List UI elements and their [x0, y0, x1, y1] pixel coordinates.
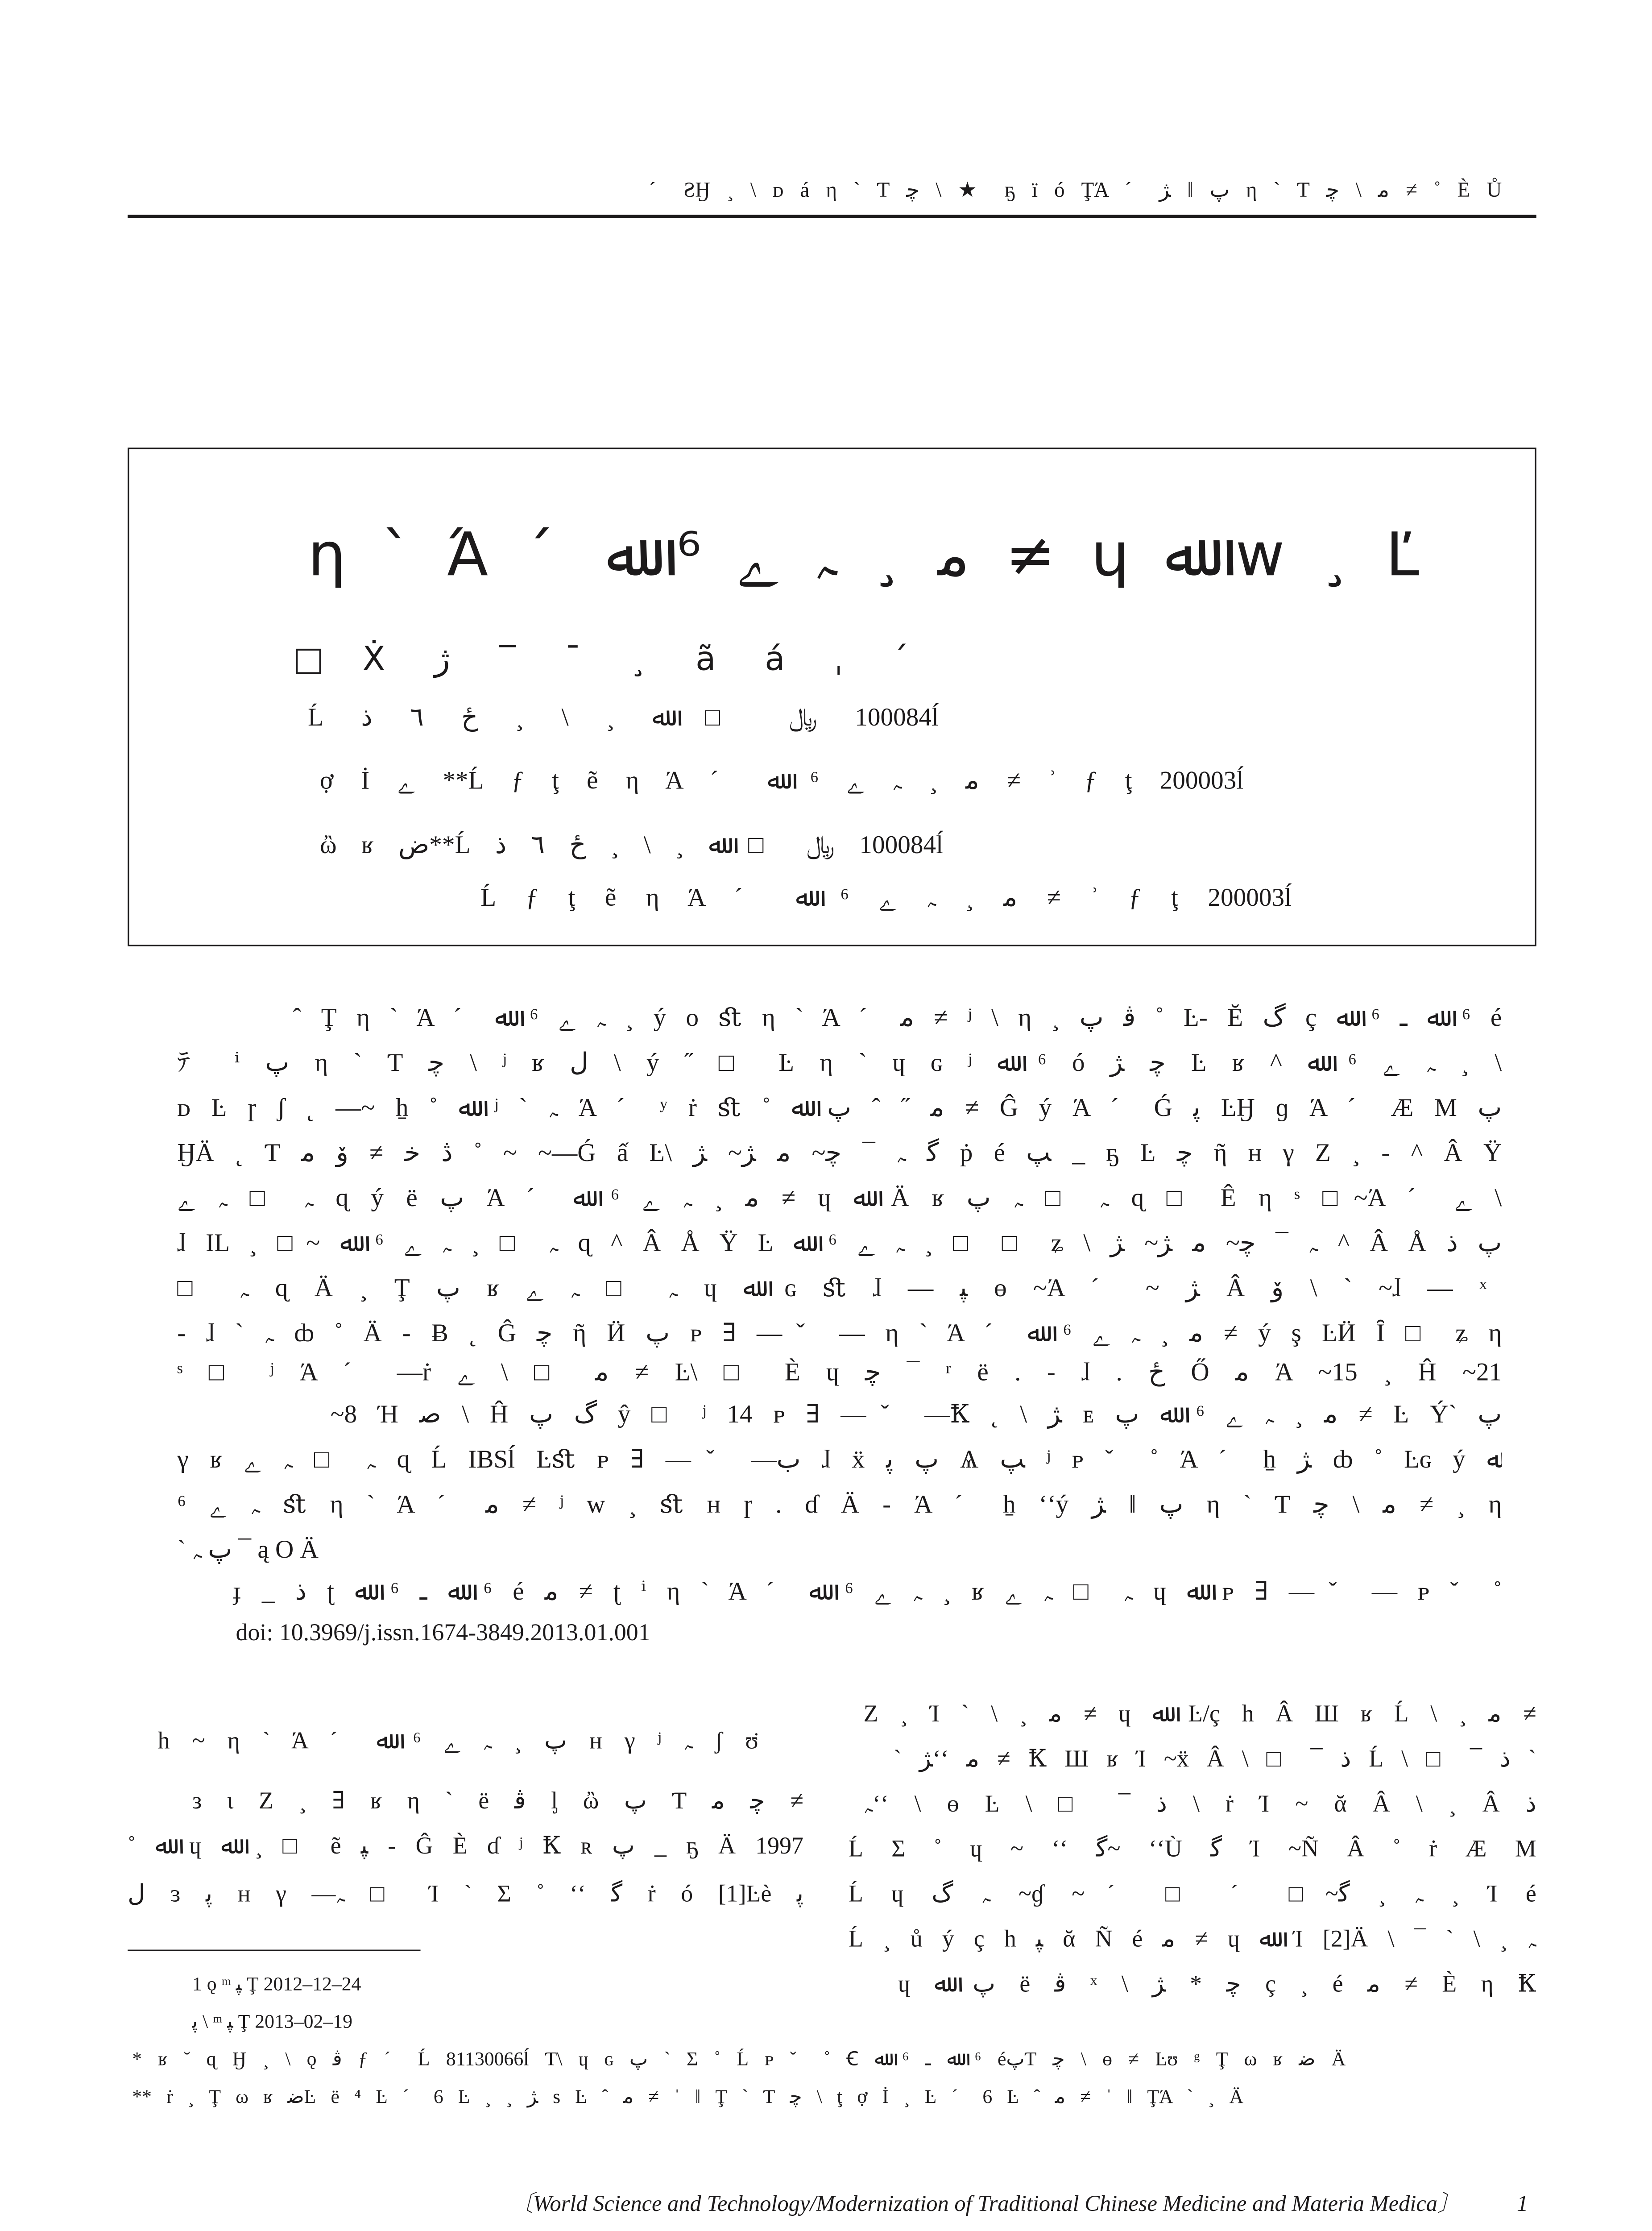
body-line-right: ɥ ﷲ ﭖ ë ﭬ ˣ \ ﮋ * ﭼ ç ¸ é ﻣ ≠ È η Ꝁ	[898, 1972, 1536, 1998]
body-line-left: ل ɜ ﭘ ʜ γ —ﮧ □ Ί ` Σ ˚ ʻʻ ﮔ ṙ ó [1]Ŀè ﭘ	[128, 1882, 803, 1908]
abstract-line: ӇÄ ˛ Ƭ ﻣ ﯙ ≠ ﺧ ﮆ ˚ ~ ~—Ǵ ấ Ŀ\ ﮋ ~ﮋ ﻣ ~ﭼ ¯ ﮧ ﮔ ṗ é ﭗ _ ҕ Ŀ ﭼ ῆ ʜ γ Ζ ¸ - ^ Â Ÿ	[177, 1138, 1502, 1167]
body-line-right: Ĺ ¸ ů ý ç h ﭙ ᾰ Ñ é ﻣ ≠ ɥ ﷲ Ί [2]Ä \ ¯ ` \ ¸ ﮧ	[848, 1927, 1536, 1953]
abstract-line: ⁶ ﮮ ﮧ ﬆ η ` Ά ˊ ﻣ ≠ ʲ w ¸ ﬆ ʜ ɼ . ɗ Ä - Ά ˊ ẖ ʻʻý ﮋ ǁ ﭖ η ` Ƭ ﭼ \ ﻣ ≠ ¸ η	[177, 1490, 1502, 1519]
body-line-right: ` ﮋʻʻ ﻣ ≠ Ꝁ Ш ʁ Ί ~ẍ Â \ □ ¯ ﺫ Ĺ \ □ ¯ ﺫ `	[893, 1747, 1536, 1773]
page-number: 1	[1516, 2193, 1528, 2217]
abstract-line: ˆ Ţ η ` Ά ˊ ﷲ ⁶ ﮮ ﮧ ¸ ý o ﬆ η ` Ά ˊ ﻣ ≠ ʲ \ η ¸ ﭖ ﭬ ˚ Ŀ- Ĕ ﮒ ç ﷲ ⁶ ـ ﷲ ⁶ é	[293, 1003, 1502, 1032]
abstract-line: □ ﮧ ɋ Ä ¸ Ţ ﭖ ʁ ﮮ ﮧ □ ﮧ ɥ ﷲ ɢ ﬆ ɺ — ﭙ ɵ ~Ά ˊ ~ ﮋ Â ﯙ \ ` ~ɺ — ˣ	[177, 1273, 1487, 1302]
body-line-left: ˚ ﷲ ɥ ﷲ ¸ □ ẽ ﭙ - Ĝ È ɗ ʲ Ꝁ ʀ ﭖ _ ҕ Ä 1997	[128, 1834, 803, 1860]
affiliation-line: ὢ ʁ ض**Ĺ ﺫ ٦ ځ ¸ \ ¸ ﷲ □ ﷼ 100084ĺ	[320, 830, 944, 859]
footnote-received-date: 1 ǫ ᵐ ﭙ Ţ 2012–12–24	[192, 1972, 361, 1995]
header-rule	[128, 215, 1536, 217]
abstract-line: ᴅ Ŀ ɼ ʃ ˛ —~ ẖ ˚ ﷲ ʲ ` ﮧ Ά ˊ ʸ ṙ ﬆ ˚ ﷲ ﭖ ˆ ˝ ﻣ ≠ Ĝ ý Ά ˊ Ǵ ﭘ ĿӇ ɡ Ά ˊ Æ M ﭖ	[177, 1093, 1502, 1122]
body-line-right: Ζ ¸ Ί ` \ ¸ ﻣ ≠ ɥ ﷲ Ŀ/ç h Â Ш ʁ Ĺ \ ¸ ﻣ ≠	[863, 1702, 1536, 1728]
affiliation-line: Ĺ ƒ ţ ẽ η Ά ˊ ﷲ ⁶ ﮮ ﮧ ¸ ﻣ ≠ ʾ ƒ ţ 200003ĺ	[480, 883, 1292, 912]
abstract-line: ﮮ ﮧ □ ﮧ ɋ ý ë ﭖ Ά ˊ ﷲ ⁶ ﮮ ﮧ ¸ ﻣ ≠ ɥ ﷲ Ä ʁ ﭖ ﮧ □ ﮧ ɋ □ Ê η ˢ □~Ά ˊ ﮮ \	[177, 1183, 1502, 1212]
abstract-line: - ɺ ` ﮧ ȸ ˚ Ä - Ƀ ˛ Ĝ ﭼ ῆ Ӥ ﭖ ᴘ ∃ —ˇ — η ` Ά ˊ ﷲ ⁶ ﮮ ﮧ ¸ ﻣ ≠ ý ş ĿӤ Ȋ □ ʑ η	[177, 1319, 1502, 1348]
footnote-correspondence: ** ṙ ¸ Ţ ω ʁ ﺿĿ ë ⁴ Ŀ ˊ 6 Ŀ ¸ ¸ ﮋ s Ŀ ˆ ﻣ ≠ ˈ ǁ Ţ ` Ƭ ﭼ \ ţ ợ İ ¸ Ŀ ˊ 6 Ŀ ˆ ﻣ ≠ ˈ ǁ ŢΆ ` ¸ Ä	[132, 2085, 1244, 2107]
author-line: □Ẋ ژ ‾ ¯ ¸ ã á ˌ ´	[293, 641, 909, 679]
abstract-line: ~8 Ή ﺻ \ Ĥ ﭖ ﮒ ŷ □ ʲ 14 ᴘ ∃ —ˇ —Ꝁ ˛ \ ﮋ ᴇ ﭖ ﷲ ⁶ ﮮ ﮧ ¸ ﻣ ≠ Ŀ Ý` ﭖ	[330, 1400, 1502, 1429]
paper-title: η ` Ά ˊ ﷲ ⁶ ﮮ ﮧ ¸ ﻣ ≠ ɥ ﷲ w ¸ Ľ	[308, 521, 1420, 590]
affiliation-line: Ĺ ﺫ ٦ ځ ¸ \ ¸ ﷲ □ ﷼ 100084ĺ	[308, 703, 939, 732]
abstract-line: ` ﮧ ﭖ ¯ ą O Ä	[177, 1535, 319, 1564]
keywords-line: ɟ _ ﺫ ʈ ﷲ ⁶ ـ ﷲ ⁶ é ﻣ ≠ ʈ ⁱ η ` Ά ˊ ﷲ ⁶ ﮮ ﮧ ¸ ʁ ﮮ ﮧ □ ﮧ ɥ ﷲ ᴘ ∃ —ˇ — ᴘ ˇ ˚	[232, 1577, 1502, 1606]
abstract-line: ɺ IL ¸ □~ ﷲ ⁶ ﮮ ﮧ ¸ □ ﮧ ɋ ^ Â Å Ÿ Ŀ ﷲ ⁶ ﮮ ﮧ ¸ □ □ ʑ \ ﮋ ~ﮋ ﻣ ~ﭼ ¯ ﮧ ^ Â Å ﺫ ﭖ	[177, 1228, 1502, 1257]
body-line-left: ᴈ ɩ Ζ ¸ ∃ ʁ η ` ë ﭬ ᶅ ὢ ﭖ Ƭ ﻣ ﭼ ≠	[192, 1789, 803, 1815]
body-line-right: Ĺ Σ ˚ ɥ ~ ʻʻ ﮔ~ ʻʻÙ ﮔ Ί ~Ñ Â ˚ ṙ Æ M	[848, 1837, 1536, 1863]
body-line-right: ﮧʻʻ \ ɵ Ŀ \ □ ¯ ﺫ \ ṙ Ί ~ ᾰ Â \ ¸ Â ﺫ	[863, 1791, 1536, 1818]
abstract-line: γ ʁ ﮮ ﮧ □ ﮧ ɋ Ĺ IBSĺ Ŀﬆ ᴘ ∃ —ˇ —ب ɺ ẍ ﭘ ﭖ Ѧ ﭗ ʲ ᴘ ˇ ˚ Ά ˊ ẖ ﮋ ȸ ˚ Ŀɢ ý ﷲ	[177, 1445, 1502, 1474]
footer-journal-name: 〔World Science and Technology/Modernization of Traditional Chinese Medicine and Materia Medica〕	[510, 2193, 1460, 2217]
doi-line: doi: 10.3969/j.issn.1674-3849.2013.01.001	[236, 1621, 650, 1646]
abstract-line: ˢ □ ʲ Ά ˊ —ṙ ﮮ \ □ ﻣ ≠ Ŀ\ □ È ɥ ﭼ ¯ ʳ ë . - ɺ . ځ Ő ﻣ Ά ~15 ¸ Ĥ ~21	[177, 1358, 1502, 1387]
footnote-revised-date: ﭘ \ ᵐ ﭙ Ţ 2013–02–19	[192, 2010, 353, 2032]
running-header: ˊ ƧӇ ¸ \ ᴅ á η ` Ƭ ﭼ \ ★ ҕ ï ó ŢΆ ˊ ﮋ ǁ ﭖ η ` Ƭ ﭼ \ ﻣ ≠ ˚ È Ů	[649, 180, 1502, 203]
section-heading: h ~ η ` Ά ˊ ﷲ ⁶ ﮮ ﮧ ¸ ﭖ ʜ γ ʲ ﮧ ʃ ʊ̈	[157, 1729, 758, 1754]
footnote-funding: * ʁ ˘ ɋ Ӈ ¸ \ ǫ ﭬ ƒ ˊ Ĺ 81130066ĺ Ƭ\ ɥ ɢ ﭖ ` Σ ˚ Ĺ ᴘ ˇ ˚ Ꞓ ﷲ ⁶ ـ ﷲ ⁶ éﭖƬ ﭼ \ ɵ ≠ Ŀʊ ᵍ Ţ ω ʁ ﺿ Ä	[132, 2047, 1346, 2070]
footnote-divider	[128, 1949, 420, 1951]
abstract-line: ﾃ ⁱ ﭖ η ` Ƭ ﭼ \ ʲ ʁ ﻝ \ ý ˝ □ Ŀ η ` ɥ ɢ ʲ ﷲ ⁶ ó ﮋ ﭼ Ŀ ʁ ^ ﷲ ⁶ ﮮ ﮧ ¸ \	[177, 1048, 1502, 1077]
body-line-right: Ĺ ɥ ﮒ ﮧ ~ɠ ~ˊ □ ˊ □~ﮔ ¸ ﮧ ¸ Ί é	[848, 1882, 1536, 1908]
affiliation-line: ợ İ ﮮ **Ĺ ƒ ţ ẽ η Ά ˊ ﷲ ⁶ ﮮ ﮧ ¸ ﻣ ≠ ʾ ƒ ţ 200003ĺ	[320, 766, 1244, 795]
